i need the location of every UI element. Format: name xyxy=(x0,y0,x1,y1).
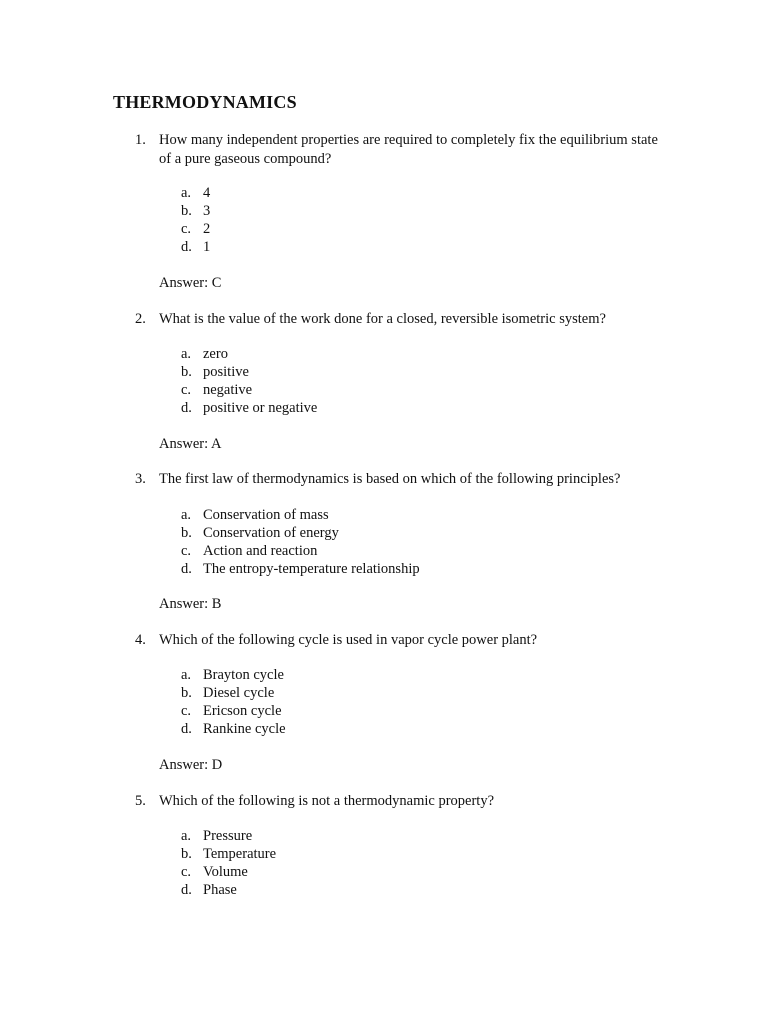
option-letter: d. xyxy=(181,561,192,577)
option-text: Volume xyxy=(203,864,248,880)
options-list-2 xyxy=(0,345,768,417)
option-text: Phase xyxy=(203,882,237,898)
option-text: 4 xyxy=(203,185,211,201)
question-text: Which of the following cycle is used in vapor cycle power plant? xyxy=(159,632,538,648)
option-item xyxy=(0,345,768,363)
option-item xyxy=(0,881,768,899)
option-letter: b. xyxy=(181,364,192,380)
option-item xyxy=(0,560,768,578)
option-letter: c. xyxy=(181,221,192,237)
option-letter: a. xyxy=(181,667,192,683)
answer-3: Answer: B xyxy=(159,596,222,612)
document-title: THERMODYNAMICS xyxy=(113,92,297,112)
option-letter: a. xyxy=(181,346,192,362)
option-item xyxy=(0,381,768,399)
options-list-3 xyxy=(0,506,768,578)
question-text: What is the value of the work done for a closed, reversible isometric system? xyxy=(159,311,606,327)
option-item xyxy=(0,220,768,238)
option-text: positive xyxy=(203,364,249,380)
option-text: The entropy-temperature relationship xyxy=(203,561,420,577)
question-number: 4. xyxy=(135,632,146,648)
option-letter: a. xyxy=(181,828,192,844)
option-item xyxy=(0,202,768,220)
answer-2: Answer: A xyxy=(159,436,222,452)
option-letter: d. xyxy=(181,882,192,898)
question-text: Which of the following is not a thermodynamic property? xyxy=(159,793,495,809)
option-item xyxy=(0,363,768,381)
option-text: Rankine cycle xyxy=(203,721,286,737)
option-letter: b. xyxy=(181,846,192,862)
option-item xyxy=(0,524,768,542)
question-number: 1. xyxy=(135,132,146,148)
option-text: negative xyxy=(203,382,253,398)
option-item xyxy=(0,542,768,560)
answer-4: Answer: D xyxy=(159,757,223,773)
option-text: Action and reaction xyxy=(203,543,318,559)
option-text: 3 xyxy=(203,203,211,219)
option-item xyxy=(0,720,768,738)
option-text: Brayton cycle xyxy=(203,667,284,683)
options-list-4 xyxy=(0,666,768,738)
option-letter: d. xyxy=(181,400,192,416)
option-text: Pressure xyxy=(203,828,253,844)
option-letter: d. xyxy=(181,721,192,737)
question-text: The first law of thermodynamics is based on which of the following principles? xyxy=(159,471,621,487)
option-letter: c. xyxy=(181,543,192,559)
question-number: 3. xyxy=(135,471,146,487)
question-text: How many independent properties are required to completely fix the equilibrium state of a pure gaseous compound? xyxy=(159,132,658,167)
option-item xyxy=(0,684,768,702)
option-letter: a. xyxy=(181,185,192,201)
option-item xyxy=(0,184,768,202)
question-number: 2. xyxy=(135,311,146,327)
option-item xyxy=(0,845,768,863)
option-text: 2 xyxy=(203,221,211,237)
option-item xyxy=(0,506,768,524)
option-text: zero xyxy=(203,346,228,362)
option-text: Diesel cycle xyxy=(203,685,275,701)
option-item xyxy=(0,827,768,845)
options-list-1 xyxy=(0,184,768,256)
option-text: 1 xyxy=(203,239,211,255)
answer-1: Answer: C xyxy=(159,275,222,291)
option-text: Conservation of mass xyxy=(203,507,329,523)
option-text: Ericson cycle xyxy=(203,703,282,719)
option-item xyxy=(0,399,768,417)
option-letter: b. xyxy=(181,203,192,219)
option-letter: c. xyxy=(181,382,192,398)
option-item xyxy=(0,238,768,256)
option-item xyxy=(0,702,768,720)
option-letter: b. xyxy=(181,525,192,541)
option-item xyxy=(0,666,768,684)
option-item xyxy=(0,863,768,881)
question-number: 5. xyxy=(135,793,146,809)
option-text: Conservation of energy xyxy=(203,525,339,541)
option-letter: b. xyxy=(181,685,192,701)
option-letter: d. xyxy=(181,239,192,255)
option-text: positive or negative xyxy=(203,400,318,416)
option-letter: a. xyxy=(181,507,192,523)
option-text: Temperature xyxy=(203,846,277,862)
option-letter: c. xyxy=(181,864,192,880)
options-list-5 xyxy=(0,827,768,899)
option-letter: c. xyxy=(181,703,192,719)
